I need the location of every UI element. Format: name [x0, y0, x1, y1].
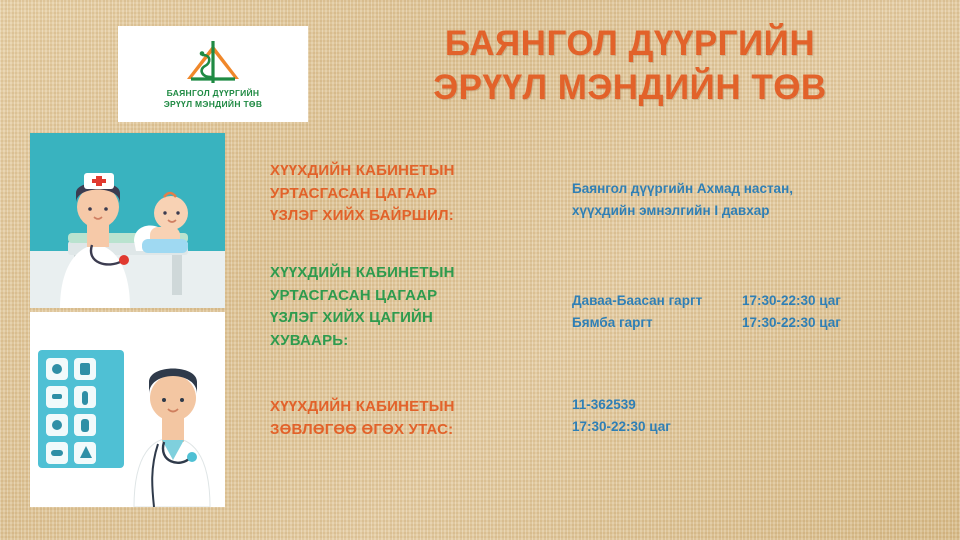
logo-text-line2: ЭРҮҮЛ МЭНДИЙН ТӨВ — [163, 98, 263, 109]
section-1-label: ХҮҮХДИЙН КАБИНЕТЫН УРТАСГАСАН ЦАГААР ҮЗЛЭГ ХИЙХ БАЙРШИЛ: — [270, 162, 455, 224]
section-3-value — [572, 394, 872, 437]
section-2-label: ХҮҮХДИЙН КАБИНЕТЫН УРТАСГАСАН ЦАГААР ҮЗЛЭГ ХИЙХ ЦАГИЙН ХУВААРЬ: — [270, 264, 455, 349]
logo-text — [164, 88, 263, 109]
page-title-line1: БАЯНГОЛ ДҮҮРГИЙН — [444, 24, 816, 63]
section-3-label: ХҮҮХДИЙН КАБИНЕТЫН ЗӨВЛӨГӨӨ ӨГӨХ УТАС: — [270, 398, 455, 438]
page-title — [330, 22, 930, 110]
pharmacy-bowl-of-hygieia-icon — [181, 39, 245, 85]
page-title-line2: ЭРҮҮЛ МЭНДИЙН ТӨВ — [433, 67, 827, 107]
section-1-value — [572, 178, 912, 221]
phone-hours: 17:30-22:30 цаг — [572, 418, 671, 434]
schedule-day: Даваа-Баасан гаргт — [572, 293, 703, 308]
schedule-row — [572, 290, 922, 312]
schedule-day: Бямба гаргт — [572, 314, 653, 330]
logo-text-line1: БАЯНГОЛ ДҮҮРГИЙН — [166, 87, 260, 98]
doctor-and-medical-icons-illustration — [30, 312, 225, 507]
schedule-time: 17:30-22:30 цаг — [742, 314, 841, 330]
nurse-and-baby-illustration — [30, 133, 225, 308]
phone-number: 11-362539 — [572, 397, 636, 412]
section-2-schedule — [572, 290, 922, 333]
schedule-time: 17:30-22:30 цаг — [742, 293, 841, 308]
organization-logo-card — [118, 26, 308, 122]
section-1-value-line1: Баянгол дүүргийн Ахмад настан, — [572, 181, 793, 196]
section-1-value-line2: хүүхдийн эмнэлгийн I давхар — [572, 202, 770, 218]
schedule-row — [572, 312, 922, 334]
